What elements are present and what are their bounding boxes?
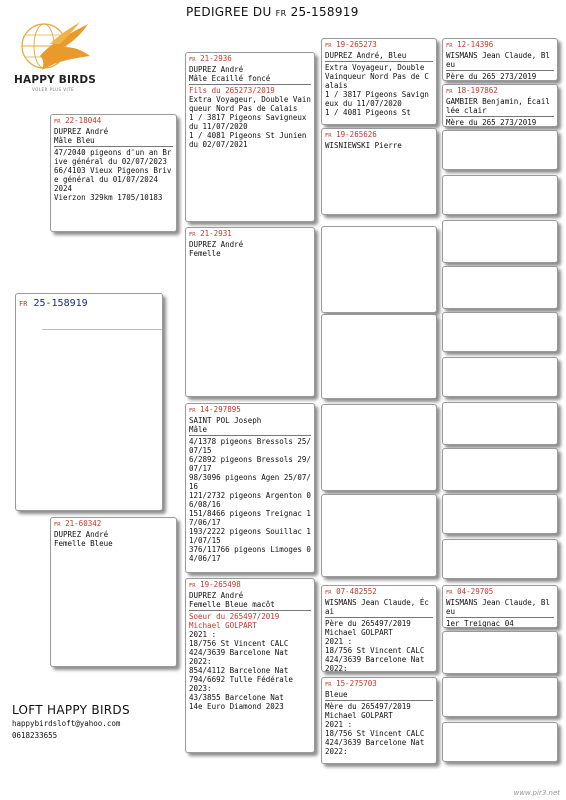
pedigree-mfmf[interactable]: [442, 494, 558, 534]
pedigree-ffm[interactable]: [321, 128, 437, 215]
divider: [446, 70, 554, 71]
ring-value: 04-29705: [457, 587, 494, 596]
relation-note: Fils du 265273/2019: [189, 86, 275, 95]
divider: [325, 61, 433, 62]
performance-line: 1er Treignac 04: [446, 619, 514, 628]
watermark: www.pir3.net: [513, 789, 560, 797]
pedigree-mfff[interactable]: [442, 402, 558, 445]
pedigree-mm[interactable]: [185, 578, 315, 753]
performance-line: 854/4112 Barcelone Nat: [189, 666, 289, 675]
performance-line: 98/3096 pigeons Agen 25/07/16: [189, 473, 311, 491]
logo-tagline: VOLER PLUS VITE: [32, 87, 75, 92]
pedigree-mother[interactable]: [50, 517, 177, 667]
ring-number: [446, 40, 554, 51]
contact-phone: 0618233655: [12, 731, 58, 740]
ring-value: 15-275703: [336, 679, 377, 688]
ring-number: [325, 679, 433, 690]
performance-line: 2021 :: [325, 637, 353, 646]
pedigree-mfm[interactable]: [321, 494, 437, 577]
owner-info: Bleue: [325, 690, 348, 699]
performance-line: 2021 :: [325, 720, 353, 729]
owner-info: Mâle Bleu: [54, 136, 95, 145]
performance-line: 18/756 St Vincent CALC: [325, 729, 425, 738]
subject-ring: FR 25-158919: [19, 298, 88, 309]
owner-info: WISNIEWSKI Pierre: [325, 141, 402, 150]
performance-line: 2021 :: [189, 630, 217, 639]
ring-value: 19-265498: [200, 580, 241, 589]
divider: [189, 435, 311, 436]
pedigree-mff[interactable]: [321, 404, 437, 491]
ring-number: [446, 86, 554, 97]
page-title: PEDIGREE DU FR 25-158919: [186, 5, 359, 19]
ring-value: 19-265273: [336, 40, 377, 49]
divider: [325, 700, 433, 701]
performance-line: 2022:: [325, 747, 348, 756]
divider: [189, 610, 311, 611]
subject-divider: [42, 329, 163, 330]
owner-info: DUPREZ André: [54, 127, 109, 136]
ring-number: [189, 405, 311, 416]
ring-country: FR: [325, 43, 332, 49]
performance-line: 2024: [54, 184, 73, 193]
performance-line: 794/6692 Tulle Fédérale: [189, 675, 293, 684]
pedigree-fmfm[interactable]: [442, 266, 558, 309]
ring-number: [189, 54, 311, 65]
ring-country: FR: [54, 522, 61, 528]
relation-note: Michael GOLPART: [189, 621, 257, 630]
performance-line: 151/8466 pigeons Treignac 17/06/17: [189, 509, 311, 527]
ring-country: FR: [189, 57, 196, 63]
performance-line: 1 / 4081 Pigeons St: [325, 108, 411, 117]
pedigree-fffm[interactable]: [442, 84, 558, 127]
pedigree-mmf[interactable]: [321, 585, 437, 672]
pedigree-fmmm[interactable]: [442, 357, 558, 397]
ring-number: [189, 580, 311, 591]
owner-info: DUPREZ André: [54, 530, 109, 539]
performance-line: 18/756 St Vincent CALC: [189, 639, 289, 648]
owner-info: GAMBIER Benjamin, Écaillée clair: [446, 97, 550, 115]
pedigree-fmf[interactable]: [321, 226, 437, 313]
ring-number: [54, 519, 173, 530]
performance-line: Père du 265 273/2019: [446, 72, 537, 81]
performance-line: Michael GOLPART: [325, 711, 393, 720]
owner-info: Femelle: [189, 249, 221, 258]
performance-line: 14e Euro Diamond 2023: [189, 702, 284, 711]
pedigree-fmm[interactable]: [321, 314, 437, 399]
ring-number: [325, 130, 433, 141]
contact-email[interactable]: happybirdsloft@yahoo.com: [12, 719, 121, 728]
pedigree-fmmf[interactable]: [442, 312, 558, 352]
performance-line: Extra Voyageur, Double Vainqueur Nord Pas de Calais: [189, 95, 311, 113]
ring-value: 07-482552: [336, 587, 377, 596]
pedigree-mmff[interactable]: [442, 585, 558, 628]
performance-line: Michael GOLPART: [325, 628, 393, 637]
performance-line: 2023:: [189, 684, 212, 693]
pedigree-mmmm[interactable]: [442, 722, 558, 762]
performance-line: 6/2892 pigeons Bressols 29/07/17: [189, 455, 311, 473]
owner-info: SAINT POL Joseph: [189, 416, 262, 425]
owner-info: DUPREZ André: [189, 65, 244, 74]
performance-line: 424/3639 Barcelone Nat: [189, 648, 289, 657]
owner-info: WISMANS Jean Claude, Bleu: [446, 51, 550, 69]
performance-line: 1 / 3817 Pigeons Savigneux du 11/07/2020: [325, 90, 429, 108]
ring-country: FR: [54, 119, 61, 125]
owner-info: WISMANS Jean Claude, Écai: [325, 598, 429, 616]
pedigree-mmmf[interactable]: [442, 677, 558, 717]
performance-line: 2022:: [325, 664, 348, 672]
pedigree-mmm[interactable]: [321, 677, 437, 764]
pedigree-fm[interactable]: [185, 227, 315, 397]
divider: [446, 617, 554, 618]
performance-line: Père du 265497/2019: [325, 619, 411, 628]
performance-line: 424/3639 Barcelone Nat: [325, 738, 425, 747]
performance-line: Vierzon 329km 1705/10183: [54, 193, 163, 202]
loft-name: LOFT HAPPY BIRDS: [12, 703, 130, 717]
pedigree-father[interactable]: [50, 114, 177, 232]
ring-country: FR: [325, 133, 332, 139]
ring-country: FR: [325, 682, 332, 688]
performance-line: 47/2040 pigeons d'un an Brive général du 02/07/2023: [54, 148, 172, 166]
pedigree-ff[interactable]: [185, 52, 315, 222]
performance-line: Mère du 265497/2019: [325, 702, 411, 711]
logo-name: HAPPY BIRDS: [14, 74, 97, 86]
pedigree-mmfm[interactable]: [442, 631, 558, 674]
ring-value: 21-2936: [200, 54, 232, 63]
owner-info: DUPREZ André: [189, 591, 244, 600]
ring-value: 22-18044: [65, 116, 102, 125]
pedigree-mf[interactable]: [185, 403, 315, 573]
ring-number: [325, 40, 433, 51]
performance-line: 193/2222 pigeons Souillac 11/07/15: [189, 527, 311, 545]
ring-value: 21-60342: [65, 519, 102, 528]
pedigree-fmff[interactable]: [442, 220, 558, 263]
performance-line: 121/2732 pigeons Argenton 06/08/16: [189, 491, 311, 509]
ring-country: FR: [446, 89, 453, 95]
ring-value: 12-14396: [457, 40, 494, 49]
performance-line: 1 / 3817 Pigeons Savigneux du 11/07/2020: [189, 113, 311, 131]
ring-country: FR: [189, 232, 196, 238]
performance-line: 1 / 4081 Pigeons St Junien du 02/07/2021: [189, 131, 311, 149]
ring-country: FR: [325, 590, 332, 596]
ring-value: 14-297895: [200, 405, 241, 414]
ring-country: FR: [189, 408, 196, 414]
ring-number: [446, 587, 554, 598]
ring-country: FR: [446, 43, 453, 49]
owner-info: WISMANS Jean Claude, Bleu: [446, 598, 550, 616]
owner-info: Femelle Bleue macôt: [189, 600, 275, 609]
performance-line: Extra Voyageur, Double Vainqueur Nord Pas de Calais: [325, 63, 429, 90]
pedigree-subject[interactable]: [15, 293, 163, 511]
ring-country: FR: [189, 583, 196, 589]
owner-info: Mâle Ecaillé foncé: [189, 74, 271, 83]
performance-line: 66/4103 Vieux Pigeons Brive général du 01/07/2024: [54, 166, 172, 184]
pedigree-ffmf[interactable]: [442, 130, 558, 170]
divider: [446, 116, 554, 117]
divider: [325, 617, 433, 618]
ring-number: [54, 116, 173, 127]
performance-line: 424/3639 Barcelone Nat: [325, 655, 425, 664]
pedigree-mffm[interactable]: [442, 448, 558, 491]
divider: [54, 146, 173, 147]
ring-value: 19-265626: [336, 130, 377, 139]
owner-info: DUPREZ André: [189, 240, 244, 249]
ring-country: FR: [446, 590, 453, 596]
divider: [189, 84, 311, 85]
pedigree-fff[interactable]: [321, 38, 437, 125]
ring-value: 21-2931: [200, 229, 232, 238]
performance-line: 4/1378 pigeons Bressols 25/07/15: [189, 437, 311, 455]
performance-line: 18/756 St Vincent CALC: [325, 646, 425, 655]
owner-info: Mâle: [189, 425, 208, 434]
owner-info: DUPREZ André, Bleu: [325, 51, 407, 60]
ring-number: [325, 587, 433, 598]
performance-line: 43/3855 Barcelone Nat: [189, 693, 284, 702]
performance-line: 2022:: [189, 657, 212, 666]
ring-number: [189, 229, 311, 240]
performance-line: 376/11766 pigeons Limoges 04/06/17: [189, 545, 311, 563]
ring-value: 18-197862: [457, 86, 498, 95]
performance-line: Mère du 265 273/2019: [446, 118, 537, 127]
relation-note: Soeur du 265497/2019: [189, 612, 280, 621]
pedigree-ffff[interactable]: [442, 38, 558, 81]
owner-info: Femelle Bleue: [54, 539, 113, 548]
pedigree-ffmm[interactable]: [442, 175, 558, 215]
pedigree-mfmm[interactable]: [442, 539, 558, 579]
